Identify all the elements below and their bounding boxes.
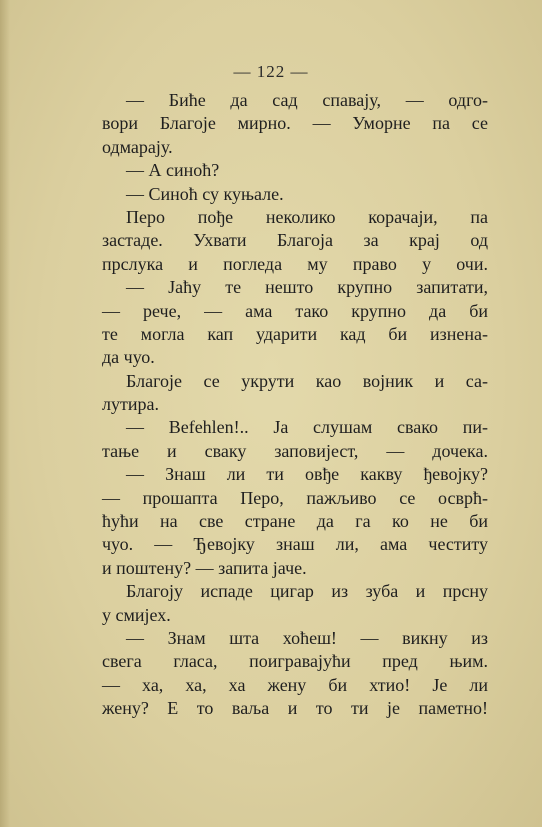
text-line: те могла кап ударити кад би изнена- [102, 323, 488, 344]
text-line: чуо. — Ђевојку знаш ли, ама честиту [102, 534, 488, 555]
text-line: тање и сваку заповијест, — дочека. [102, 440, 488, 461]
text-line: — прошапта Перо, пажљиво се осврћ- [102, 487, 488, 508]
text-line: — Befehlen!.. Ја слушам свако пи- [126, 417, 488, 438]
text-line: Благоје се укрути као војник и са- [126, 370, 488, 391]
text-line: ћући на све стране да га ко не би [102, 511, 488, 532]
text-line: вори Благоје мирно. — Уморне па се [102, 113, 488, 134]
page-edge-shadow [0, 0, 10, 827]
text-line: — Знам шта хоћеш! — викну из [126, 627, 488, 648]
text-line: — Јаћу те нешто крупно запитати, [126, 277, 488, 298]
text-line: свега гласа, поигравајући пред њим. [102, 651, 488, 672]
text-line: и поштену? — запита јаче. [102, 557, 307, 578]
text-line: — Знаш ли ти овђе какву ђевојку? [126, 464, 488, 485]
text-line: застаде. Ухвати Благоја за крај од [102, 230, 488, 251]
text-line: — Биће да сад спавају, — одго- [126, 90, 488, 110]
page-number: — 122 — [233, 62, 309, 81]
text-line: — рече, — ама тако крупно да би [102, 300, 488, 321]
body-text [102, 89, 488, 721]
text-line: — Синоћ су куњале. [126, 183, 284, 204]
text-line: — ха, ха, ха жену би хтио! Је ли [102, 674, 488, 695]
text-line: лутира. [102, 394, 159, 415]
text-line: у смијех. [102, 604, 171, 625]
text-line: жену? Е то ваља и то ти је паметно! [102, 698, 488, 719]
text-line: прслука и погледа му право у очи. [102, 253, 488, 274]
text-line: Перо пође неколико корачаји, па [126, 206, 488, 227]
text-line: — А синоћ? [126, 160, 220, 181]
text-line: Благоју испаде цигар из зуба и прсну [126, 581, 488, 602]
text-line: да чуо. [102, 347, 155, 368]
text-line: одмарају. [102, 136, 173, 157]
